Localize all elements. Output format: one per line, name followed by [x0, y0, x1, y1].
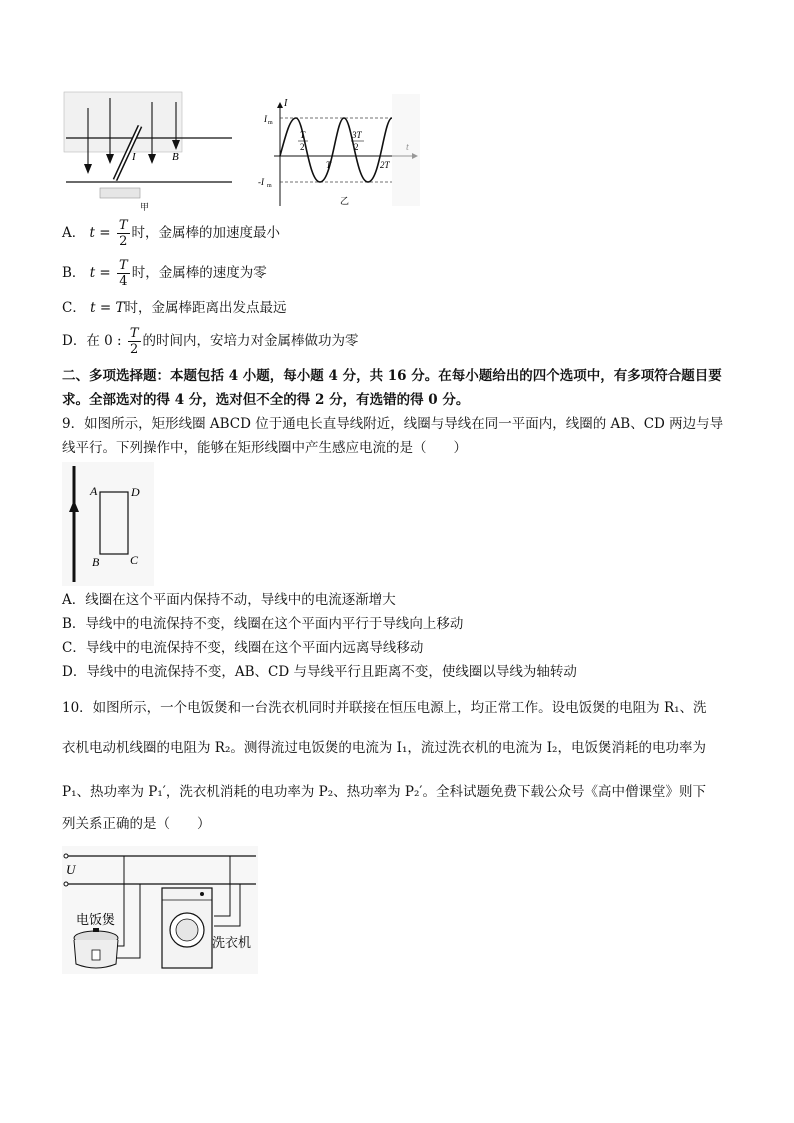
graph-half-t-num: T [300, 130, 306, 140]
q8-option-d-text: 的时间内，安培力对金属棒做功为零 [142, 333, 359, 349]
section-2-heading: 二、多项选择题：本题包括 4 小题，每小题 4 分，共 16 分。在每小题给出的四个选项中，有多项符合题目要求。全部选对的得 4 分，选对但不全的得 2 分，有选错的得 0 分。 [62, 368, 722, 408]
graph-neg-im-sub: m [267, 183, 272, 189]
q9-corner-d: D [131, 485, 140, 499]
q8-option-a [62, 218, 280, 249]
q10-line-3: P₁、热功率为 P₁′，洗衣机消耗的电功率为 P₂、热功率为 P₂′。全科试题免费下载公众号《高中僧课堂》则下 [62, 784, 706, 800]
q8-option-b-var: t = [89, 265, 111, 281]
q8-option-a-var: t = [89, 225, 111, 241]
q9-option-a: A．线圈在这个平面内保持不动，导线中的电流逐渐增大 [62, 592, 396, 608]
washer-label: 洗衣机 [212, 935, 252, 950]
q8-option-d-frac: $\frac{T}{2}$ [129, 326, 139, 357]
q10-line-2: 衣机电动机线圈的电阻为 R₂。测得流过电饭煲的电流为 I₁，流过洗衣机的电流为 I₂，电饭煲消耗的电功率为 [62, 740, 706, 756]
graph-y-label: I [284, 98, 288, 109]
q8-option-c-var: t = T [90, 300, 125, 316]
figure-top [62, 88, 422, 214]
q8-option-b-frac: $\frac{T}{4}$ [119, 258, 128, 289]
graph-3t-num: 3T [352, 130, 362, 140]
q8-option-a-letter: A． [62, 225, 86, 241]
graph-t-label: T [326, 160, 332, 170]
wire-label-b: B [172, 151, 179, 163]
q10-circuit-figure [62, 846, 258, 974]
rod-label: I [132, 151, 136, 163]
q8-option-b-text: 时，金属棒的速度为零 [131, 265, 267, 281]
q8-option-b [62, 258, 267, 289]
washing-machine-icon [162, 888, 212, 968]
graph-im-sub: m [268, 120, 273, 126]
q8-option-a-text: 时，金属棒的加速度最小 [131, 225, 281, 241]
q9-figure [62, 462, 154, 586]
q9-corner-a: A [90, 484, 98, 498]
fig-b-caption: 乙 [340, 196, 350, 206]
cooker-label: 电饭煲 [76, 912, 116, 927]
voltage-label-u: U [66, 862, 76, 877]
graph-2t-label: 2T [380, 160, 390, 170]
rice-cooker-icon [74, 928, 118, 968]
q8-option-d-pre: 在 0 : [86, 333, 126, 349]
graph-3t-den: 2 [354, 142, 359, 152]
q10-line-4: 列关系正确的是（ ） [62, 816, 211, 832]
q9-option-d: D．导线中的电流保持不变，AB、CD 与导线平行且距离不变，使线圈以导线为轴转动 [62, 664, 577, 680]
q9-option-c: C．导线中的电流保持不变，线圈在这个平面内远离导线移动 [62, 640, 424, 656]
graph-im-label: I [264, 114, 267, 124]
q9-figure-svg [62, 462, 154, 586]
current-waveform [280, 118, 392, 182]
fig-a-caption: 甲 [140, 202, 150, 212]
q8-option-c [62, 298, 286, 318]
q8-option-d [62, 326, 359, 357]
q10-circuit-svg [62, 846, 258, 974]
figure-b-graph [258, 94, 420, 206]
q9-stem-line-1: 9．如图所示，矩形线圈 ABCD 位于通电长直导线附近，线圈与导线在同一平面内，线圈的 AB、CD 两边与导 [62, 416, 724, 432]
q9-corner-c: C [130, 553, 139, 567]
q8-option-a-frac: $\frac{T}{2}$ [118, 218, 128, 249]
figure-a [64, 92, 232, 212]
q8-option-c-letter: C． [62, 300, 86, 316]
q9-stem-line-2: 线平行。下列操作中，能够在矩形线圈中产生感应电流的是（ ） [62, 440, 467, 456]
q8-option-c-text: 时，金属棒距离出发点最远 [124, 300, 287, 316]
q8-option-d-letter: D． [62, 333, 87, 349]
graph-half-t-den: 2 [300, 142, 305, 152]
figure-top-svg [62, 88, 422, 214]
q9-option-b: B．导线中的电流保持不变，线圈在这个平面内平行于导线向上移动 [62, 616, 464, 632]
q9-corner-b: B [92, 555, 100, 569]
graph-neg-im-label: -I [258, 177, 264, 187]
q10-line-1: 10．如图所示，一个电饭煲和一台洗衣机同时并联接在恒压电源上，均正常工作。设电饭煲的电阻为 R₁、洗 [62, 700, 707, 716]
q8-option-b-letter: B． [62, 265, 86, 281]
